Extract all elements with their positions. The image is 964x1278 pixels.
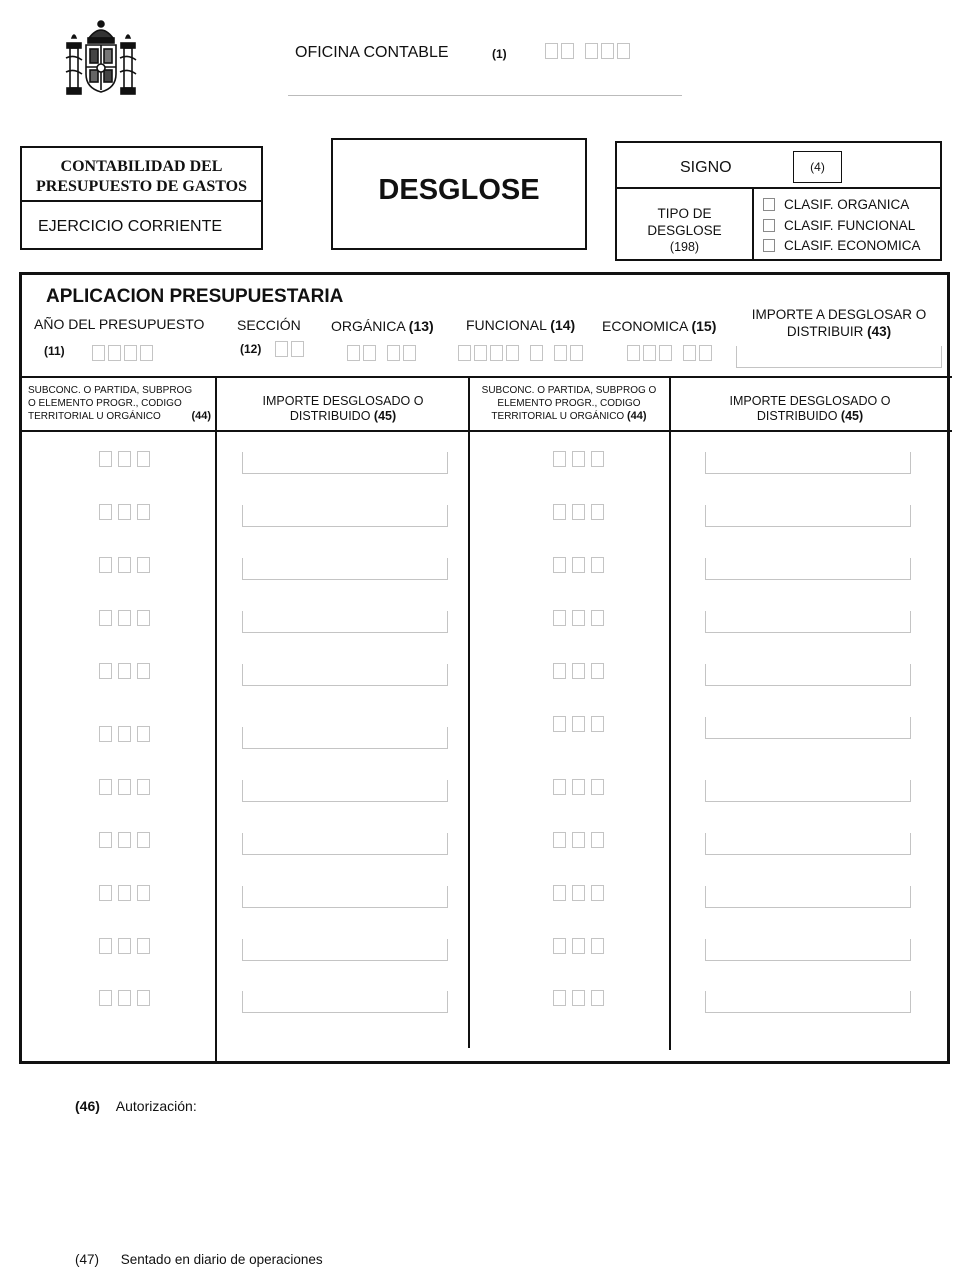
header-divider <box>19 376 952 378</box>
economica-code: (15) <box>691 318 717 334</box>
signo-box <box>615 141 942 261</box>
row-amount-left[interactable] <box>242 558 448 580</box>
funcional-label <box>466 317 575 333</box>
organica-code: (13) <box>408 318 434 334</box>
autorizacion-label: Autorización: <box>115 1098 197 1114</box>
ano-label: AÑO DEL PRESUPUESTO <box>34 316 205 332</box>
col3-line-2: ELEMENTO PROGR., CODIGO <box>497 398 641 409</box>
row-amount-right[interactable] <box>705 833 911 855</box>
option-organica-label: CLASIF. ORGANICA <box>784 197 910 212</box>
row-amount-left[interactable] <box>242 886 448 908</box>
row-code-left[interactable] <box>99 450 153 468</box>
col4-code: (45) <box>840 409 864 423</box>
organica-label <box>331 318 434 334</box>
row-amount-left[interactable] <box>242 505 448 527</box>
col3-line-1: SUBCONC. O PARTIDA, SUBPROG O <box>481 385 657 396</box>
aplicacion-title: APLICACION PRESUPUESTARIA <box>46 286 344 307</box>
option-organica[interactable] <box>763 195 921 216</box>
autorizacion <box>75 1098 197 1114</box>
row-code-right[interactable] <box>553 662 607 680</box>
row-code-right[interactable] <box>553 715 607 733</box>
col1-line-1: SUBCONC. O PARTIDA, SUBPROG <box>28 385 193 396</box>
organica-checkbox[interactable] <box>763 198 775 211</box>
col2-header <box>218 394 468 424</box>
row-amount-left[interactable] <box>242 727 448 749</box>
col1-code: (44) <box>191 410 211 422</box>
economica-label <box>602 318 716 334</box>
tipo-line-1: TIPO DE <box>657 206 712 221</box>
col3-code: (44) <box>627 410 647 422</box>
row-amount-right[interactable] <box>705 558 911 580</box>
row-amount-right[interactable] <box>705 452 911 474</box>
col2-code: (45) <box>373 409 397 423</box>
contabilidad-box <box>20 146 263 250</box>
row-code-right[interactable] <box>553 989 607 1007</box>
row-code-left[interactable] <box>99 989 153 1007</box>
title-line-2: PRESUPUESTO DE GASTOS <box>35 178 248 195</box>
row-amount-right[interactable] <box>705 611 911 633</box>
tipo-desglose-label <box>617 205 752 256</box>
oficina-underline <box>288 95 682 96</box>
col1-line-3: TERRITORIAL U ORGÁNICO <box>28 411 161 422</box>
ano-input[interactable] <box>92 344 156 362</box>
row-code-left[interactable] <box>99 609 153 627</box>
row-amount-right[interactable] <box>705 939 911 961</box>
row-code-left[interactable] <box>99 725 153 743</box>
row-code-left[interactable] <box>99 884 153 902</box>
funcional-code: (14) <box>550 317 576 333</box>
sentado-diario <box>75 1252 323 1267</box>
ano-code: (11) <box>44 344 65 358</box>
row-amount-right[interactable] <box>705 780 911 802</box>
oficina-contable-input[interactable] <box>545 42 633 60</box>
organica-label-text: ORGÁNICA <box>331 318 405 334</box>
col4-line-1: IMPORTE DESGLOSADO O <box>729 394 891 408</box>
funcional-checkbox[interactable] <box>763 219 775 232</box>
col3-line-3: TERRITORIAL U ORGÁNICO <box>491 411 625 422</box>
funcional-label-text: FUNCIONAL <box>466 317 547 333</box>
economica-label-text: ECONOMICA <box>602 318 688 334</box>
row-code-right[interactable] <box>553 778 607 796</box>
option-funcional-label: CLASIF. FUNCIONAL <box>784 217 916 233</box>
option-economica[interactable] <box>763 236 921 257</box>
economica-input[interactable] <box>627 344 715 362</box>
row-amount-left[interactable] <box>242 780 448 802</box>
option-funcional[interactable] <box>763 216 921 237</box>
row-code-right[interactable] <box>553 937 607 955</box>
desglose-title: DESGLOSE <box>378 174 540 206</box>
tipo-code: (198) <box>669 240 700 254</box>
tipo-line-2: DESGLOSE <box>647 223 722 238</box>
row-code-left[interactable] <box>99 831 153 849</box>
row-amount-right[interactable] <box>705 717 911 739</box>
col3-header <box>471 384 667 423</box>
row-amount-right[interactable] <box>705 991 911 1013</box>
coat-of-arms-emblem <box>62 18 140 100</box>
row-amount-right[interactable] <box>705 886 911 908</box>
signo-label: SIGNO <box>680 159 732 176</box>
seccion-input[interactable] <box>275 340 307 358</box>
col1-header <box>28 384 211 423</box>
signo-code: (4) <box>810 160 825 174</box>
row-code-right[interactable] <box>553 556 607 574</box>
col1-line-2: O ELEMENTO PROGR., CODIGO <box>28 398 182 409</box>
row-code-left[interactable] <box>99 556 153 574</box>
option-economica-label: CLASIF. ECONOMICA <box>784 238 921 253</box>
autorizacion-code: (46) <box>75 1098 100 1114</box>
col4-line-2: DISTRIBUIDO <box>756 409 838 423</box>
ejercicio-corriente: EJERCICIO CORRIENTE <box>38 218 223 235</box>
sentado-code: (47) <box>75 1252 100 1267</box>
colheader-divider <box>19 430 952 432</box>
importe-desglosar-label <box>734 306 944 340</box>
row-code-left[interactable] <box>99 937 153 955</box>
row-amount-left[interactable] <box>242 833 448 855</box>
sentado-label: Sentado en diario de operaciones <box>120 1252 323 1267</box>
row-code-right[interactable] <box>553 503 607 521</box>
row-code-left[interactable] <box>99 503 153 521</box>
row-code-right[interactable] <box>553 609 607 627</box>
col4-header <box>672 394 948 424</box>
row-code-right[interactable] <box>553 884 607 902</box>
row-code-right[interactable] <box>553 450 607 468</box>
importe-code: (43) <box>867 324 892 339</box>
col2-line-2: DISTRIBUIDO <box>289 409 371 423</box>
oficina-contable-code: (1) <box>492 47 507 61</box>
row-code-left[interactable] <box>99 778 153 796</box>
row-code-right[interactable] <box>553 831 607 849</box>
row-amount-left[interactable] <box>242 611 448 633</box>
signo-input[interactable] <box>793 151 842 183</box>
row-amount-left[interactable] <box>242 664 448 686</box>
col-divider-2 <box>468 378 470 1048</box>
col-divider-1 <box>215 378 217 1062</box>
desglose-box <box>331 138 587 250</box>
clasificacion-options <box>763 195 921 257</box>
seccion-code: (12) <box>240 342 262 356</box>
col2-line-1: IMPORTE DESGLOSADO O <box>262 394 424 408</box>
row-amount-right[interactable] <box>705 505 911 527</box>
importe-desglosar-input[interactable] <box>736 346 942 368</box>
organica-input[interactable] <box>347 344 419 362</box>
col-divider-3 <box>669 378 671 1050</box>
importe-line-1: IMPORTE A DESGLOSAR O <box>751 307 927 322</box>
seccion-label: SECCIÓN <box>237 317 301 333</box>
funcional-input[interactable] <box>458 344 586 362</box>
economica-checkbox[interactable] <box>763 239 775 252</box>
title-line-1: CONTABILIDAD DEL <box>60 158 223 175</box>
row-amount-left[interactable] <box>242 991 448 1013</box>
row-amount-left[interactable] <box>242 939 448 961</box>
contabilidad-title <box>22 157 261 197</box>
row-amount-left[interactable] <box>242 452 448 474</box>
row-code-left[interactable] <box>99 662 153 680</box>
oficina-contable-label: OFICINA CONTABLE <box>295 44 449 61</box>
importe-line-2: DISTRIBUIR <box>786 324 864 339</box>
row-amount-right[interactable] <box>705 664 911 686</box>
